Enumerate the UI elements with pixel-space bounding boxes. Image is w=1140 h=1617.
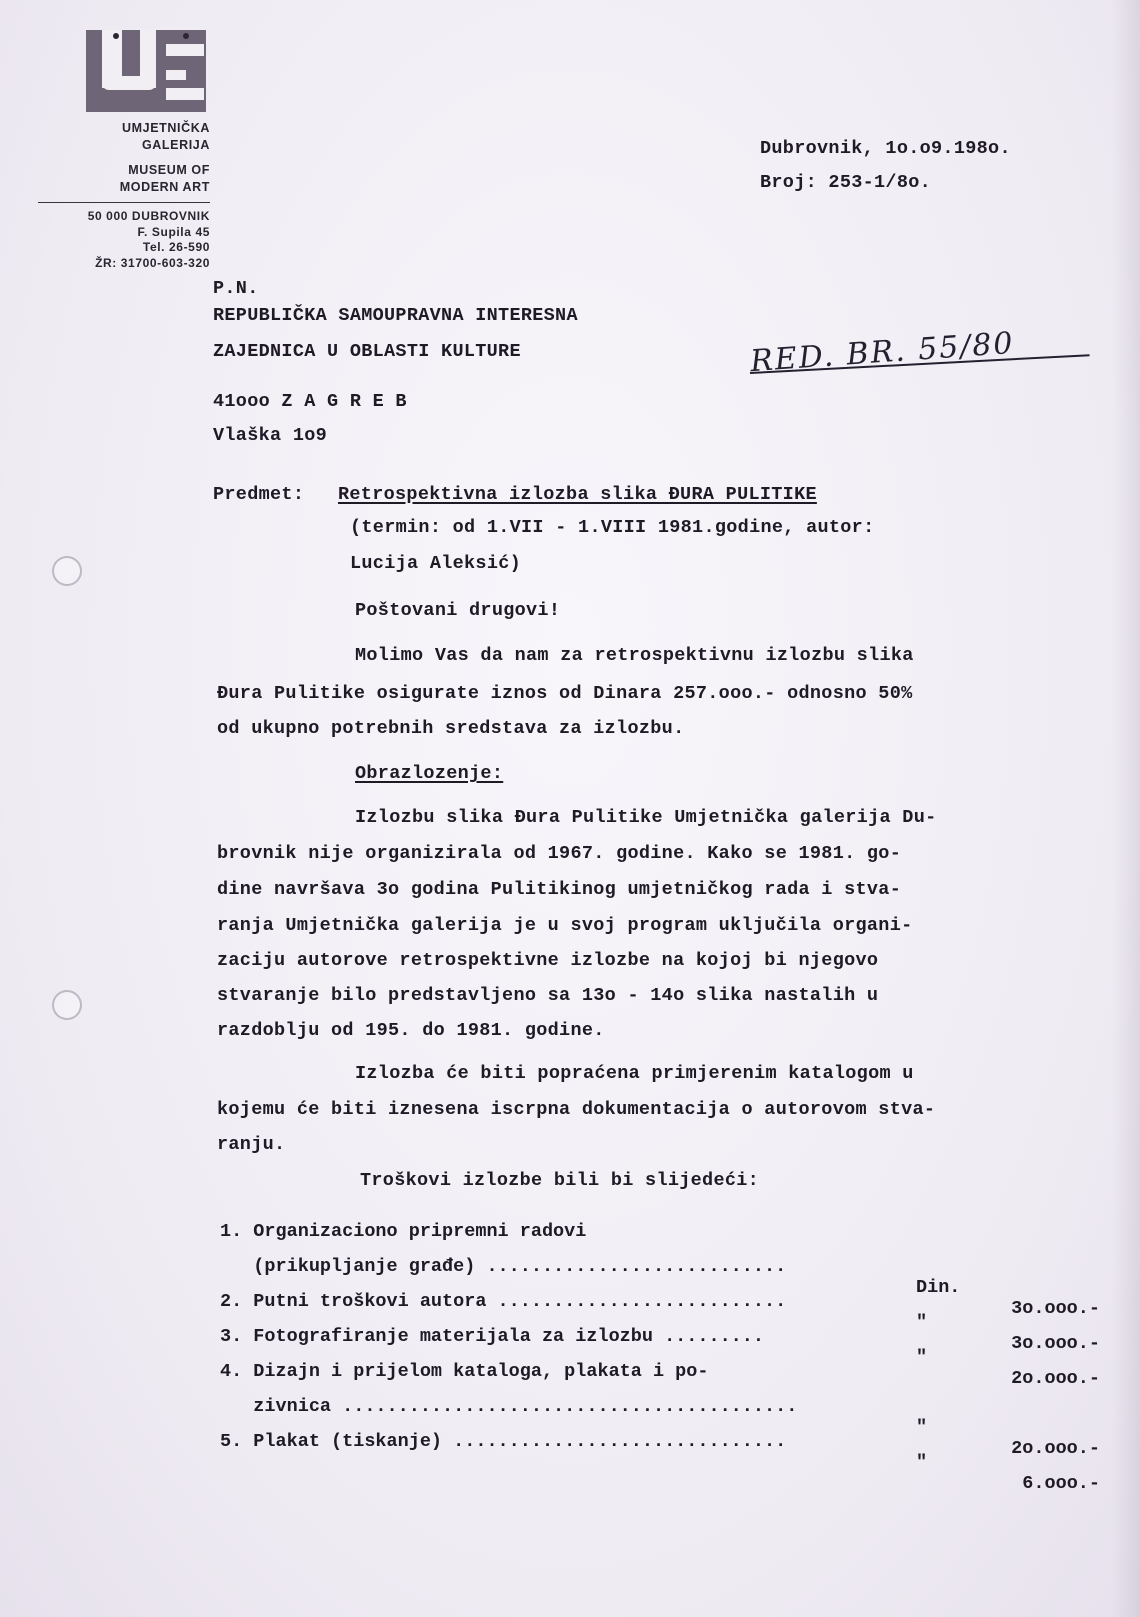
cost-item-1-label-cont: (prikupljanje građe) ........................... (220, 1256, 787, 1277)
paragraph1-line2: Đura Pulitike osigurate iznos od Dinara 257.ooo.- odnosno 50% (217, 683, 913, 704)
cost-item-5-unit: " (916, 1452, 928, 1473)
cost-item-5-label: 5. Plakat (tiskanje) .............................. (220, 1431, 787, 1452)
letter-date: Dubrovnik, 1o.o9.198o. (760, 138, 1011, 159)
cost-item-1-amount: 3o.ooo.- (1011, 1298, 1100, 1319)
address-street: F. Supila 45 (137, 224, 210, 239)
paragraph2-line6: stvaranje bilo predstavljeno sa 13o - 14o slika nastalih u (217, 985, 879, 1006)
address-city: 50 000 DUBROVNIK (87, 209, 210, 223)
cost-item-3-label: 3. Fotografiranje materijala za izlozbu ......... (220, 1326, 764, 1347)
cost-item-2-label: 2. Putni troškovi autora .......................... (220, 1291, 787, 1312)
gallery-name-line2: GALERIJA (141, 138, 210, 152)
paragraph2-line2: brovnik nije organizirala od 1967. godine. Kako se 1981. go- (217, 843, 902, 864)
letterhead-divider (38, 202, 210, 203)
gallery-name-line4: MODERN ART (119, 180, 210, 194)
cost-item-4-label-cont: zivnica ......................................... (220, 1396, 798, 1417)
address-phone: Tel. 26-590 (142, 240, 210, 254)
subject-label: Predmet: (213, 484, 305, 505)
subject-title: Retrospektivna izlozba slika ĐURA PULITIKE (338, 484, 817, 505)
paragraph3-line2: kojemu će biti iznesena iscrpna dokumentacija o autorovom stva- (217, 1099, 936, 1120)
paragraph2-line4: ranja Umjetnička galerija je u svoj program uključila organi- (217, 915, 913, 936)
gallery-name-line3: MUSEUM OF (128, 163, 210, 177)
punch-hole-top (52, 556, 82, 586)
recipient-line3: ZAJEDNICA U OBLASTI KULTURE (213, 341, 521, 362)
paragraph3-line3: ranju. (217, 1134, 286, 1155)
paragraph1-line3: od ukupno potrebnih sredstava za izlozbu. (217, 718, 685, 739)
cost-item-3-amount: 2o.ooo.- (1011, 1368, 1100, 1389)
greeting: Poštovani drugovi! (355, 600, 561, 621)
gallery-logo (82, 26, 210, 114)
gallery-name-line1: UMJETNIČKA (122, 121, 210, 135)
paragraph2-line3: dine navršava 3o godina Pulitikinog umjetničkog rada i stva- (217, 879, 902, 900)
paragraph1-line1: Molimo Vas da nam za retrospektivnu izlozbu slika (355, 645, 914, 666)
cost-item-4-label: 4. Dizajn i prijelom kataloga, plakata i po- (220, 1361, 709, 1382)
cost-item-2-amount: 3o.ooo.- (1011, 1333, 1100, 1354)
paragraph2-line5: zaciju autorove retrospektivne izlozbe na kojoj bi njegovo (217, 950, 879, 971)
letterhead (38, 26, 210, 271)
subject-line3: Lucija Aleksić) (350, 553, 522, 574)
cost-item-2-unit: " (916, 1312, 928, 1333)
cost-item-4-amount: 2o.ooo.- (1011, 1438, 1100, 1459)
paragraph3-line1: Izlozba će biti popraćena primjerenim katalogom u (355, 1063, 914, 1084)
cost-item-4-unit: " (916, 1417, 928, 1438)
recipient-line5: Vlaška 1o9 (213, 425, 328, 446)
punch-hole-bottom (52, 990, 82, 1020)
justification-heading: Obrazlozenje: (355, 763, 504, 784)
costs-intro: Troškovi izlozbe bili bi slijedeći: (360, 1170, 760, 1191)
address-account: ŽR: 31700-603-320 (95, 255, 210, 270)
cost-item-5 (220, 1410, 1120, 1515)
paragraph2-line1: Izlozbu slika Đura Pulitike Umjetnička galerija Du- (355, 807, 937, 828)
recipient-line2: REPUBLIČKA SAMOUPRAVNA INTERESNA (213, 305, 578, 326)
letter-number: Broj: 253-1/8o. (760, 172, 932, 193)
cost-item-5-amount: 6.ooo.- (1022, 1473, 1100, 1494)
paragraph2-line7: razdoblju od 195. do 1981. godine. (217, 1020, 605, 1041)
recipient-line4: 41ooo Z A G R E B (213, 391, 407, 412)
handwritten-reference: RED. BR. 55/80 (749, 325, 1016, 380)
cost-item-3-unit: " (916, 1347, 928, 1368)
cost-item-1-label: 1. Organizaciono pripremni radovi (220, 1221, 587, 1242)
recipient-line1: P.N. (213, 278, 259, 299)
subject-line2: (termin: od 1.VII - 1.VIII 1981.godine, autor: (350, 517, 875, 538)
cost-item-1-unit: Din. (916, 1277, 961, 1298)
